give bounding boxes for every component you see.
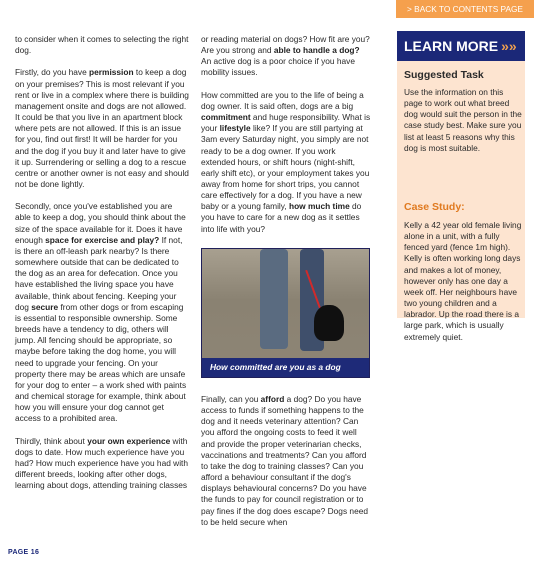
paragraph: Finally, can you afford a dog? Do you have access to funds if something happens to the dog and it needs veterinary attention? Can you afford the ongoing costs to feed it well and provide the proper veterinarian checks, vaccinations and treatments? Can you afford to take the dog to training classes? Can you afford a behaviour consultant if the dog's displays behavioural concerns? Do you have the funds to pay for council registration or to pay fines if the dog does escape? Dogs need to be held secure when (201, 394, 368, 527)
article-column-1 (15, 34, 190, 503)
walker-legs (260, 249, 288, 349)
dog-walking-photo (201, 248, 370, 391)
dog-icon (314, 305, 344, 341)
chevrons-right-icon: »» (501, 38, 517, 54)
back-to-contents-link[interactable]: > BACK TO CONTENTS PAGE (396, 0, 534, 18)
paragraph: Secondly, once you've established you are able to keep a dog, you should think about the size of the space available for it. Does it have enough space for exercise and play? If not, is there an off-leash park nearby? Is there somewhere outside that can be dedicated to the dog as an area for defecation. Once you have established the living space you have available, think about fencing. Keeping your dog secure from other dogs or from escaping is essential to responsible ownership. Some breeds have a tendency to dig, others will jump. All fencing should be appropriate, so maybe before taking the dog home, you will need to upgrade your fencing. On your property there may be areas which are unsafe for your dog to enter – a work shed with paints and chemical storage for example, think about how you will ensure your dog cannot get access to a prohibited area. (15, 201, 187, 424)
case-study-text: Kelly a 42 year old female living alone in a unit, with a fully fenced yard (fence 1m high). Kelly is often working long days and makes a lot of money, however only has one day a week off. Her neighbours have two young children and a labrador. Up the road there is a large park, which is usually extremely quiet. (404, 220, 522, 342)
paragraph: to consider when it comes to selecting the right dog. (15, 34, 189, 56)
paragraph: Firstly, do you have permission to keep a dog on your premises? This is most relevant if you rent or live in a complex where there is building management onsite and dogs are not allowed. It could be that you live in an apartment block where pets are not allowed. If this is an issue for you, find out first! It will be harder for you and the dog if you buy it and later have to give it up. Surrendering or selling a dog to a rescue centre or another owner is not easy and should not be done lightly. (15, 67, 189, 190)
suggested-task-heading: Suggested Task (404, 69, 484, 81)
suggested-task-text: Use the information on this page to work out what breed dog would suit the person in the case study best. Make sure you list at least 5 reasons why this dog is most suitable. (404, 87, 522, 153)
case-study-heading: Case Study: (404, 201, 465, 213)
learn-more-label: LEARN MORE (404, 38, 499, 54)
paragraph: Thirdly, think about your own experience with dogs to date. How much experience have you had? How much experience have you had with different breeds, looking after other dogs, learning about dogs, attending training classes (15, 435, 189, 491)
article-column-2-continued (201, 394, 371, 539)
page-number: PAGE 16 (8, 549, 40, 556)
paragraph: How committed are you to the life of being a dog owner. It is said often, dogs are a big commitment and huge responsibility. What is your lifestyle like? If you are still partying at 3am every Saturday night, you simply are not ready to be a dog owner. If you work extended hours, or shift hours (night-shift, early shift etc), or your employment takes you away from home for short trips, you cannot care effectively for a dog. If you have a new baby or a young family, how much time do you have to care for a new dog as it settles into life with you? (201, 89, 371, 234)
photo-caption: How committed are you as a dog owner? (202, 358, 369, 377)
article-column-2 (201, 34, 371, 246)
learn-more-header (397, 31, 525, 61)
sidebar-panel (397, 31, 525, 342)
paragraph: or reading material on dogs? How fit are you? Are you strong and able to handle a dog? An active dog is a poor choice if you have mobility issues. (201, 34, 370, 78)
